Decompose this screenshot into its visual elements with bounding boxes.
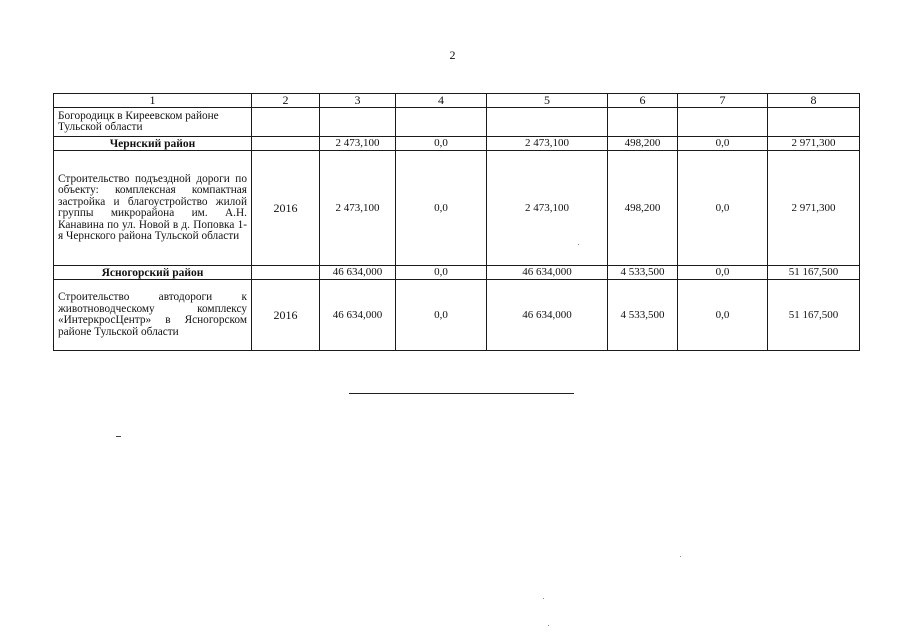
total-cell: 0,0 bbox=[396, 137, 487, 151]
project-row bbox=[54, 151, 860, 266]
value-cell: 0,0 bbox=[678, 151, 768, 266]
value-cell: 2 971,300 bbox=[768, 151, 860, 266]
column-number-cell: 1 bbox=[54, 94, 252, 108]
total-cell: 0,0 bbox=[678, 137, 768, 151]
continuation-row bbox=[54, 108, 860, 137]
scan-speck bbox=[578, 244, 579, 245]
empty-cell bbox=[487, 108, 608, 137]
district-name: Ясногорский район bbox=[54, 266, 252, 280]
total-cell: 2 971,300 bbox=[768, 137, 860, 151]
value-cell: 46 634,000 bbox=[487, 280, 608, 351]
column-number-cell: 2 bbox=[252, 94, 320, 108]
value-cell: 46 634,000 bbox=[320, 280, 396, 351]
empty-cell bbox=[678, 108, 768, 137]
stray-mark bbox=[116, 436, 121, 437]
project-description: Богородицк в Киреевском районе Тульской области bbox=[54, 108, 252, 137]
value-cell: 2 473,100 bbox=[320, 151, 396, 266]
page-number: 2 bbox=[449, 48, 456, 62]
column-number-cell: 7 bbox=[678, 94, 768, 108]
total-cell: 2 473,100 bbox=[320, 137, 396, 151]
scan-speck bbox=[548, 625, 549, 626]
value-cell: 498,200 bbox=[608, 151, 678, 266]
empty-cell bbox=[252, 108, 320, 137]
total-cell: 4 533,500 bbox=[608, 266, 678, 280]
budget-table bbox=[53, 93, 860, 351]
empty-cell bbox=[396, 108, 487, 137]
project-description: Строительство автодороги к животноводческому комплексу «ИнтеркросЦентр» в Ясногорском районе Тульской области bbox=[54, 280, 252, 351]
column-number-cell: 4 bbox=[396, 94, 487, 108]
total-cell: 51 167,500 bbox=[768, 266, 860, 280]
total-cell: 46 634,000 bbox=[487, 266, 608, 280]
scan-speck bbox=[543, 598, 544, 599]
total-cell: 2 473,100 bbox=[487, 137, 608, 151]
value-cell: 2 473,100 bbox=[487, 151, 608, 266]
column-number-row bbox=[54, 94, 860, 108]
empty-cell bbox=[768, 108, 860, 137]
total-cell: 46 634,000 bbox=[320, 266, 396, 280]
total-cell: 0,0 bbox=[396, 266, 487, 280]
project-description: Строительство подъездной дороги по объекту: комплексная компактная застройка и благоустройство жилой группы микрорайона им. А.Н. Канавина по ул. Новой в д. Поповка 1-я Чернского района Тульской области bbox=[54, 151, 252, 266]
district-total-row bbox=[54, 266, 860, 280]
empty-cell bbox=[608, 108, 678, 137]
total-cell bbox=[252, 266, 320, 280]
district-total-row bbox=[54, 137, 860, 151]
scan-speck bbox=[680, 556, 681, 557]
value-cell: 0,0 bbox=[396, 151, 487, 266]
separator-line bbox=[349, 393, 574, 394]
total-cell: 498,200 bbox=[608, 137, 678, 151]
project-year: 2016 bbox=[252, 151, 320, 266]
column-number-cell: 6 bbox=[608, 94, 678, 108]
value-cell: 0,0 bbox=[678, 280, 768, 351]
column-number-cell: 8 bbox=[768, 94, 860, 108]
column-number-cell: 3 bbox=[320, 94, 396, 108]
empty-cell bbox=[320, 108, 396, 137]
total-cell: 0,0 bbox=[678, 266, 768, 280]
total-cell bbox=[252, 137, 320, 151]
value-cell: 0,0 bbox=[396, 280, 487, 351]
project-year: 2016 bbox=[252, 280, 320, 351]
district-name: Чернский район bbox=[54, 137, 252, 151]
column-number-cell: 5 bbox=[487, 94, 608, 108]
value-cell: 4 533,500 bbox=[608, 280, 678, 351]
project-row bbox=[54, 280, 860, 351]
value-cell: 51 167,500 bbox=[768, 280, 860, 351]
